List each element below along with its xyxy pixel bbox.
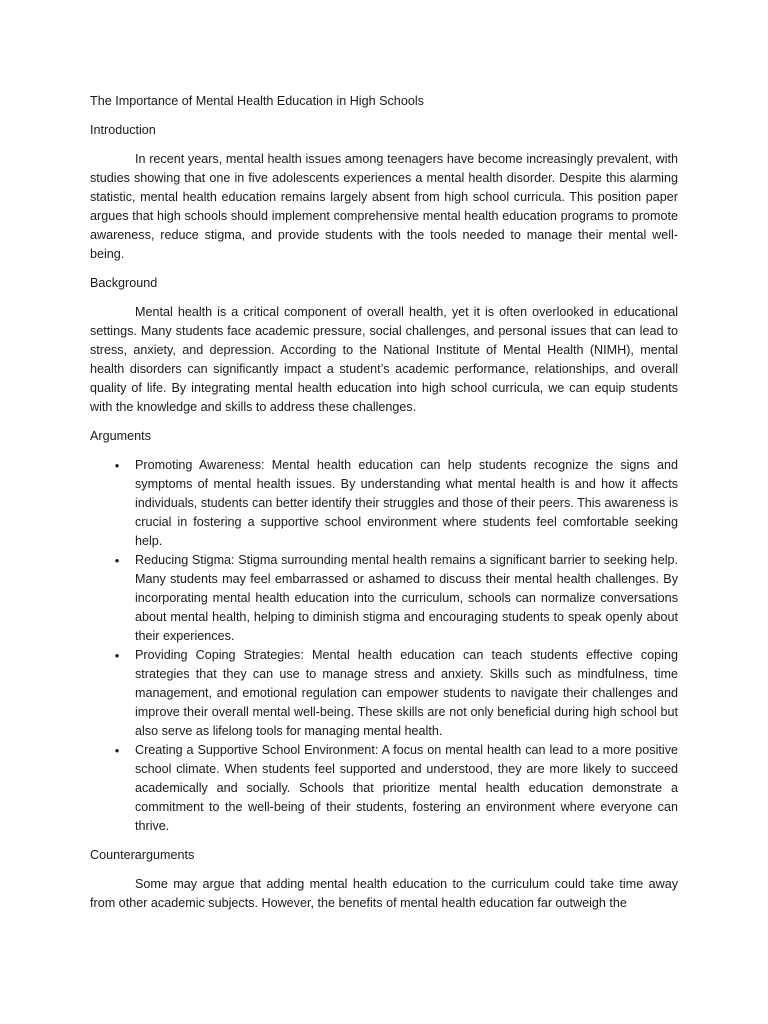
section-heading-counterarguments: Counterarguments xyxy=(90,848,195,862)
list-item xyxy=(90,551,678,646)
argument-text-promoting-awareness: Promoting Awareness: Mental health education can help students recognize the signs and symptoms of mental health issues. By understanding what mental health is and how it affects individuals, students can better identify their struggles and those of their peers. This awareness is crucial in fostering a supportive school environment where students feel comfortable seeking help. xyxy=(135,458,678,548)
section-heading-introduction: Introduction xyxy=(90,123,156,137)
list-item xyxy=(90,741,678,836)
document-body xyxy=(90,92,678,923)
section-heading-background: Background xyxy=(90,276,158,290)
list-item xyxy=(90,646,678,741)
bullet-icon xyxy=(112,741,122,761)
argument-text-supportive-environment: Creating a Supportive School Environment: A focus on mental health can lead to a more positive school climate. When students feel supported and understood, they are more likely to succeed academically and socially. Schools that prioritize mental health education demonstrate a commitment to the well-being of their students, fostering an environment where everyone can thrive. xyxy=(135,743,678,833)
bullet-icon xyxy=(112,551,122,571)
section-heading-arguments: Arguments xyxy=(90,429,151,443)
bullet-icon xyxy=(112,646,122,666)
document-title: The Importance of Mental Health Education in High Schools xyxy=(90,94,424,108)
argument-text-reducing-stigma: Reducing Stigma: Stigma surrounding mental health remains a significant barrier to seeking help. Many students may feel embarrassed or ashamed to discuss their mental health challenges. By incorporating mental health education into the curriculum, schools can normalize conversations about mental health, helping to diminish stigma and encouraging students to speak openly about their experiences. xyxy=(135,553,678,643)
introduction-paragraph: In recent years, mental health issues among teenagers have become increasingly prevalent, with studies showing that one in five adolescents experiences a mental health disorder. Despite this alarming statistic, mental health education remains largely absent from high school curricula. This position paper argues that high schools should implement comprehensive mental health education programs to promote awareness, reduce stigma, and provide students with the tools needed to manage their mental well-being. xyxy=(90,152,678,261)
arguments-list xyxy=(90,456,678,836)
argument-text-coping-strategies: Providing Coping Strategies: Mental health education can teach students effective coping strategies that they can use to manage stress and anxiety. Skills such as mindfulness, time management, and emotional regulation can empower students to navigate their challenges and improve their overall mental well-being. These skills are not only beneficial during high school but also serve as lifelong tools for managing mental health. xyxy=(135,648,678,738)
counterarguments-paragraph: Some may argue that adding mental health education to the curriculum could take time away from other academic subjects. However, the benefits of mental health education far outweigh the xyxy=(90,877,678,910)
list-item xyxy=(90,456,678,551)
bullet-icon xyxy=(112,456,122,476)
background-paragraph: Mental health is a critical component of overall health, yet it is often overlooked in educational settings. Many students face academic pressure, social challenges, and personal issues that can lead to stress, anxiety, and depression. According to the National Institute of Mental Health (NIMH), mental health disorders can significantly impact a student’s academic performance, relationships, and overall quality of life. By integrating mental health education into high school curricula, we can equip students with the knowledge and skills to address these challenges. xyxy=(90,305,678,414)
